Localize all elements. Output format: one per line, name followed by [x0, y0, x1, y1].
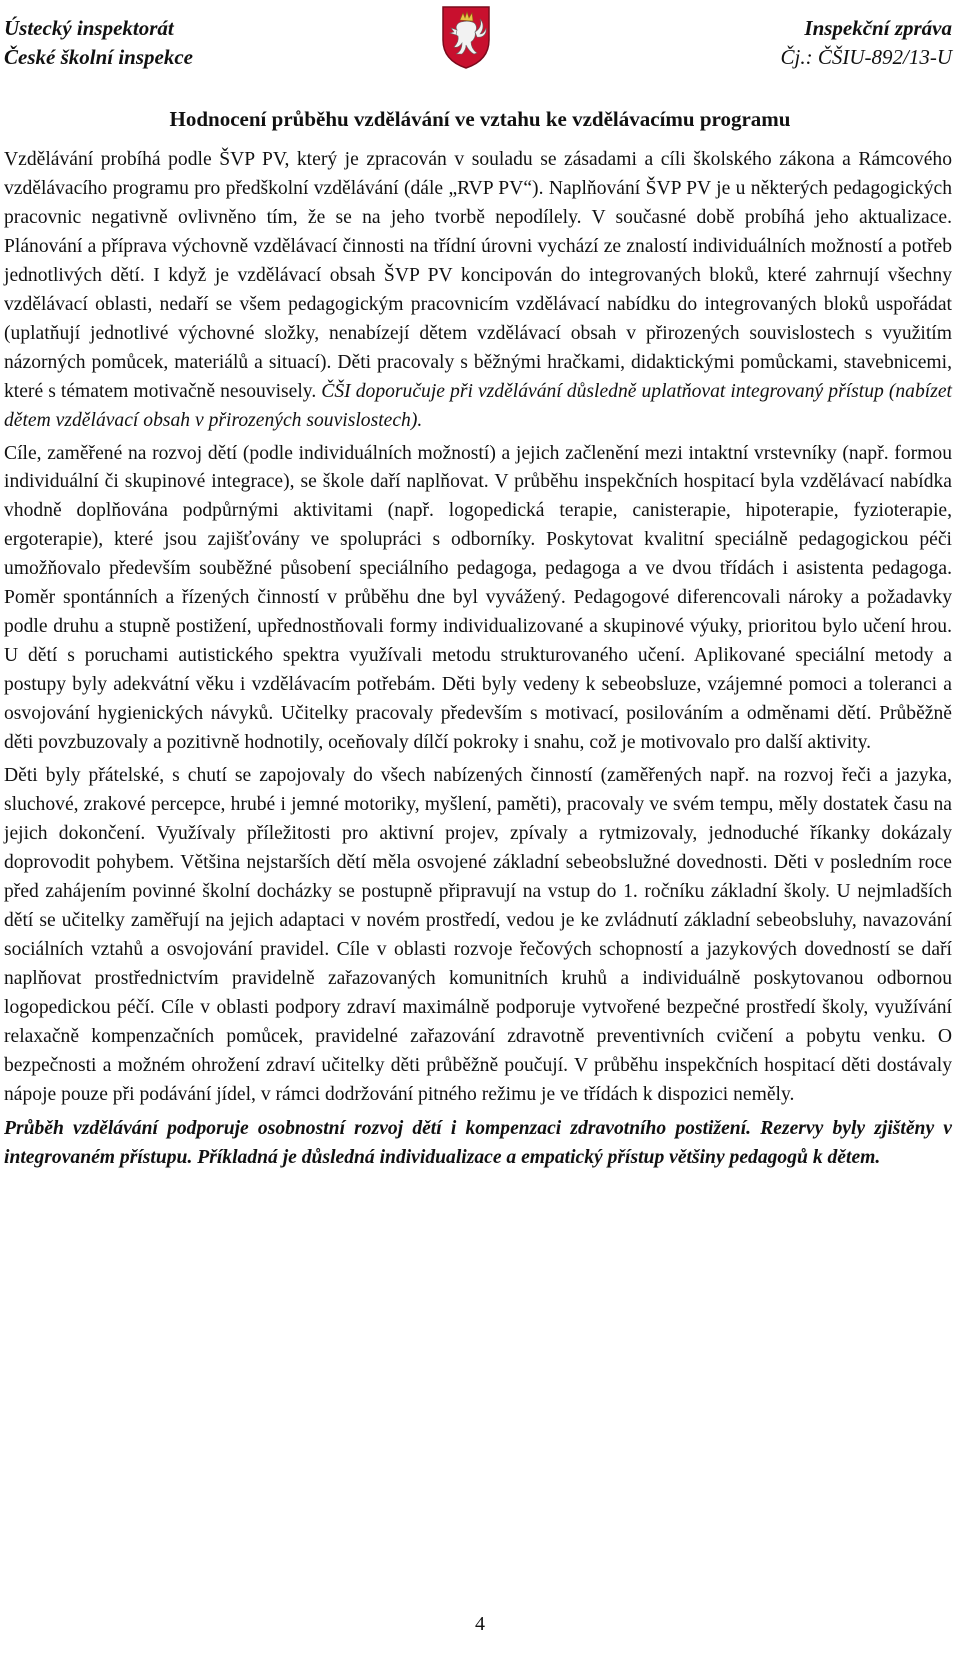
page-number: 4: [475, 1613, 485, 1635]
conclusion-text: Průběh vzdělávání podporuje osobnostní rozvoj dětí i kompenzaci zdravotního postižení. Rezervy byly zjištěny v integrovaném přístupu. Příkladná je důsledná individualizace a empatický přístup většiny pedagogů k dětem.: [4, 1118, 952, 1169]
header-org-line2: České školní inspekce: [4, 45, 193, 69]
recommendation-text: ČŠI doporučuje při vzdělávání důsledně uplatňovat integrovaný přístup (nabízet dětem vzdělávací obsah v přirozených souvislostech).: [4, 380, 952, 431]
header-org-line1: Ústecký inspektorát: [4, 16, 174, 40]
czech-coat-of-arms-icon: [440, 4, 492, 70]
header-doc-type: Inspekční zpráva: [804, 16, 952, 40]
header-right: [781, 14, 953, 72]
paragraph-special-education: Cíle, zaměřené na rozvoj dětí (podle individuálních možností) a jejich začlenění mezi intaktní vrstevníky (např. formou individuální či skupinové integrace), se škole daří naplňovat. V průběhu inspekčních hospitací byla vzdělávací nabídka vhodně doplňována podpůrnými aktivitami (např. logopedická terapie, canisterapie, hipoterapie, fyzioterapie, ergoterapie), které jsou zajišťovány ve spolupráci s odborníky. Poskytovat kvalitní speciálně pedagogickou péči umožňovalo především souběžné působení speciálního pedagoga, pedagoga a ve dvou třídách i asistenta pedagoga. Poměr spontánních a řízených činností v průběhu dne byl vyvážený. Pedagogové diferencovali nároky a požadavky podle druhu a stupně postižení, upřednostňovali formy individualizované a skupinové výuky, prioritou bylo učení hrou. U dětí s poruchami autistického spektra využívali metodu strukturovaného učení. Aplikované speciální metody a postupy byly adekvátní věku i vzdělávacím potřebám. Děti byly vedeny k sebeobsluze, vzájemné pomoci a toleranci a osvojování hygienických návyků. Učitelky pracovaly především s motivací, posilováním a odměnami dětí. Průběžně děti povzbuzovaly a pozitivně hodnotily, oceňovaly dílčí pokroky i snahu, což je motivovalo pro další aktivity.: [4, 442, 952, 754]
paragraph-child-development: Děti byly přátelské, s chutí se zapojovaly do všech nabízených činností (zaměřených např. na rozvoj řeči a jazyka, sluchové, zrakové percepce, hrubé i jemné motoriky, myšlení, paměti), pracovaly ve svém tempu, měly dostatek času na jejich dokončení. Využívaly příležitosti pro aktivní projev, zpívaly a rytmizovaly, jednoduché říkanky dokázaly doprovodit pohybem. Většina nejstarších dětí měla osvojené základní sebeobslužné dovednosti. Děti v posledním roce před zahájením povinné školní docházky se postupně připravují na vstup do 1. ročníku základní školy. U nejmladších dětí se učitelky zaměřují na jejich adaptaci v novém prostředí, vedou je ke zvládnutí základní sebeobsluhy, navazování sociálních vztahů a osvojování pravidel. Cíle v oblasti rozvoje řečových schopností a jazykových dovedností se daří naplňovat prostřednictvím pravidelně zařazovaných komunitních kruhů a individuálně poskytovanou odbornou logopedickou péčí. Cíle v oblasti podpory zdraví maximálně podporuje vytvořené bezpečné prostředí školy, využívání relaxačně kompenzačních pomůcek, pravidelné zařazování zdravotně preventivních cvičení a pobytu venku. O bezpečnosti a možném ohrožení zdraví učitelky děti průběžně poučují. V průběhu inspekčních hospitací děti dostávaly nápoje pouze při podávání jídel, v rámci dodržování pitného režimu je ve třídách k dispozici neměly.: [4, 765, 952, 1105]
header-doc-ref: Čj.: ČŠIU-892/13-U: [780, 45, 952, 69]
document-body: [4, 146, 952, 1177]
paragraph-text: Vzdělávání probíhá podle ŠVP PV, který je zpracován v souladu se zásadami a cíli školského zákona a Rámcového vzdělávacího programu pro předškolní vzdělávání (dále „RVP PV“). Naplňování ŠVP PV je u některých pedagogických pracovnic negativně ovlivněno tím, že se na jeho tvorbě nepodílely. V současné době probíhá jeho aktualizace. Plánování a příprava výchovně vzdělávací činnosti na třídní úrovni vychází ze znalostí individuálních možností a potřeb jednotlivých dětí. I když je vzdělávací obsah ŠVP PV koncipován do integrovaných bloků, které zahrnují všechny vzdělávací oblasti, nedaří se všem pedagogickým pracovnicím vzdělávací nabídku do integrovaných bloků uspořádat (uplatňují jednotlivé výchovné složky, nenabízejí dětem vzdělávací obsah v přirozených souvislostech s využitím názorných pomůcek, materiálů a situací). Děti pracovaly s běžnými hračkami, didaktickými pomůckami, stavebnicemi, které s tématem motivačně nesouvisely.: [4, 149, 952, 402]
section-title: Hodnocení průběhu vzdělávání ve vztahu ke vzdělávacímu programu: [169, 107, 791, 131]
paragraph-curriculum: [4, 146, 952, 436]
header-left: [4, 14, 193, 72]
